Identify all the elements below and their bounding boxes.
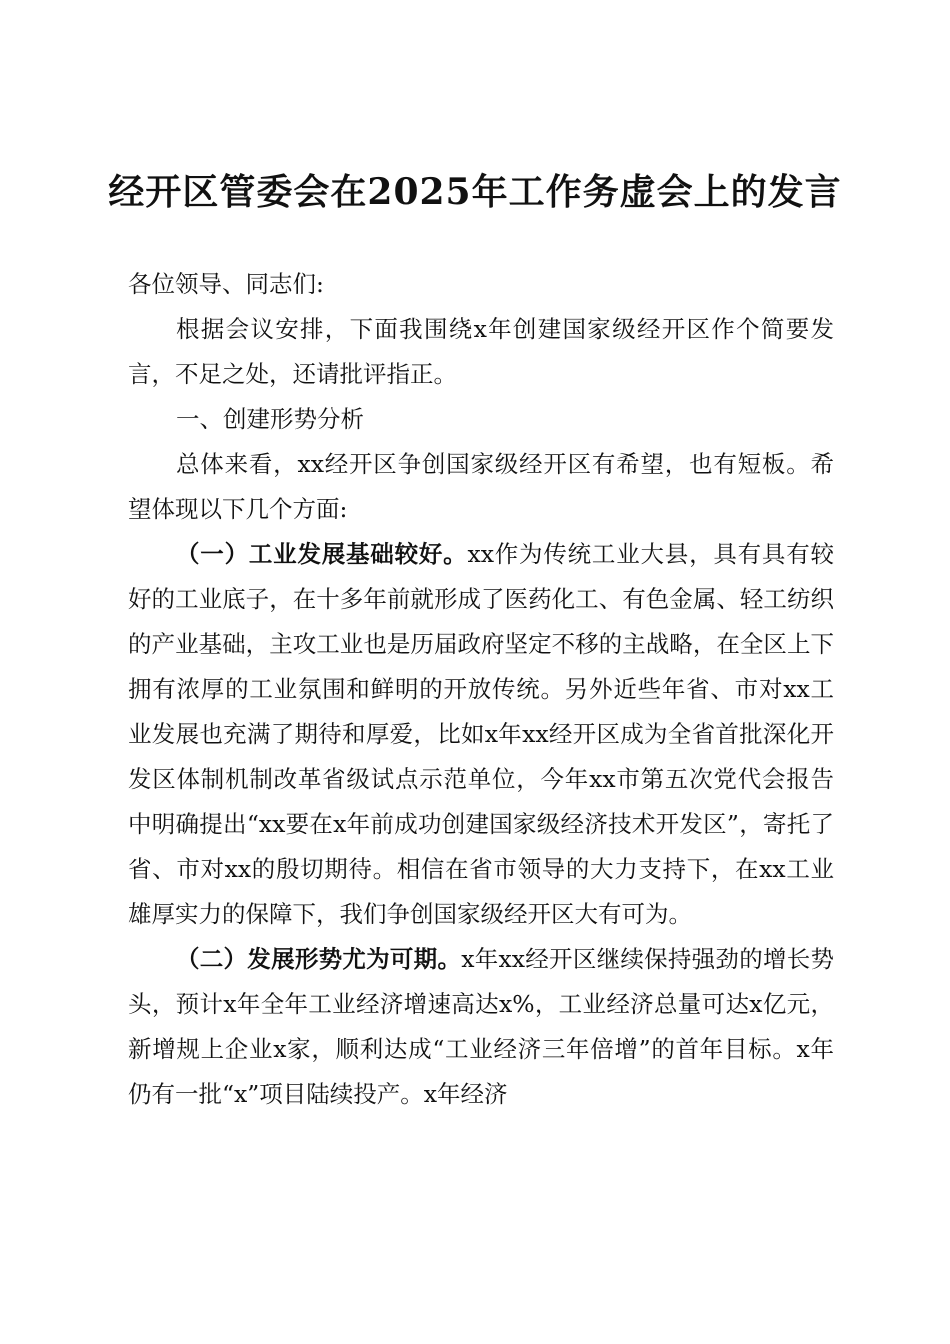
document-title: 经开区管委会在2025年工作务虚会上的发言	[108, 171, 842, 213]
intro-paragraph: 根据会议安排，下面我围绕x年创建国家级经开区作个简要发言，不足之处，还请批评指正。	[128, 315, 834, 388]
point-2-lead: （二）发展形势尤为可期。	[176, 945, 462, 973]
section-heading-1: 一、创建形势分析	[176, 405, 364, 433]
overview-paragraph: 总体来看，xx经开区争创国家级经开区有希望，也有短板。希望体现以下几个方面:	[128, 450, 834, 523]
document-body	[128, 262, 834, 1117]
point-1-lead: （一）工业发展基础较好。	[176, 540, 468, 568]
point-1-text: xx作为传统工业大县，具有具有较好的工业底子，在十多年前就形成了医药化工、有色金属、轻工纺织的产业基础，主攻工业也是历届政府坚定不移的主战略，在全区上下拥有浓厚的工业氛围和鲜明的开放传统。另外近些年省、市对xx工业发展也充满了期待和厚爱，比如x年xx经开区成为全省首批深化开发区体制机制改革省级试点示范单位，今年xx市第五次党代会报告中明确提出“xx要在x年前成功创建国家级经济技术开发区”，寄托了省、市对xx的殷切期待。相信在省市领导的大力支持下，在xx工业雄厚实力的保障下，我们争创国家级经开区大有可为。	[128, 540, 835, 928]
point-2-text: x年xx经开区继续保持强劲的增长势头，预计x年全年工业经济增速高达x%，工业经济总量可达x亿元，新增规上企业x家，顺利达成“工业经济三年倍增”的首年目标。x年仍有一批“x”项目陆续投产。x年经济	[128, 945, 834, 1108]
salutation: 各位领导、同志们:	[128, 270, 324, 298]
point-2-paragraph	[128, 937, 834, 1117]
point-1-paragraph	[128, 532, 834, 937]
